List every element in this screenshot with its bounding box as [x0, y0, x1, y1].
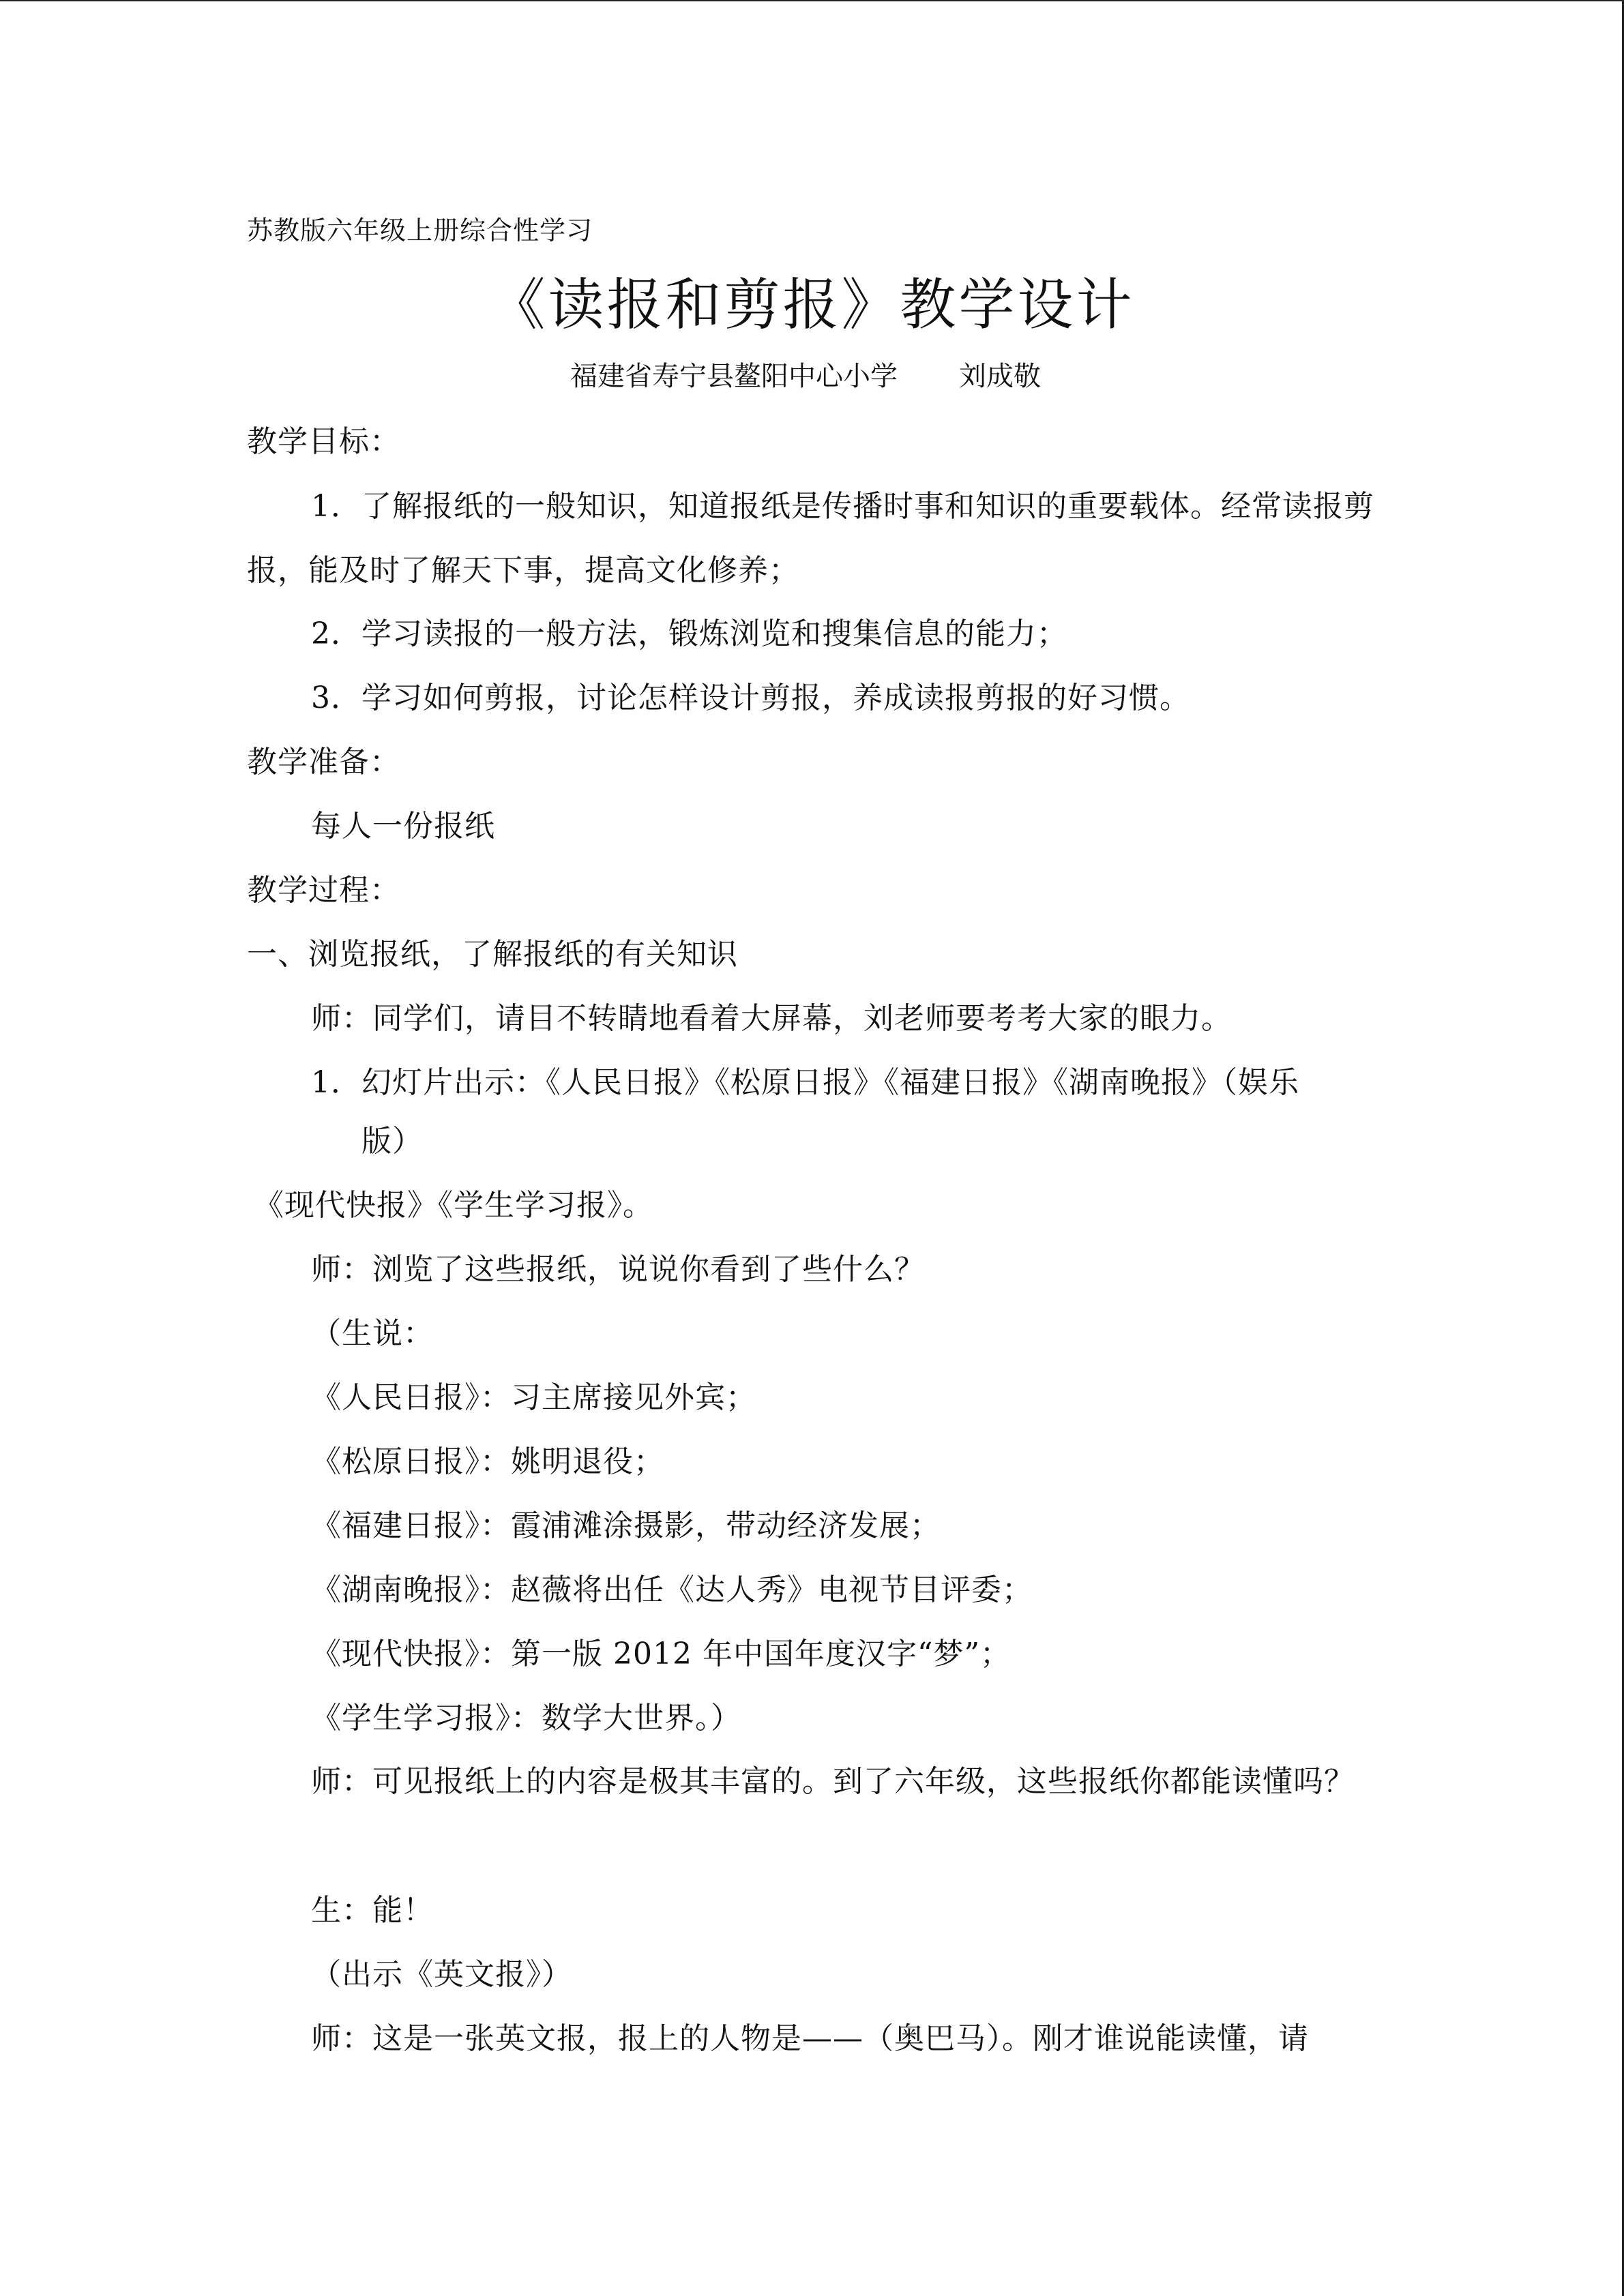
student-item: 《学生学习报》：数学大世界。）	[311, 1701, 741, 1735]
student-answer: 生：能！	[311, 1893, 434, 1928]
process-heading: 教学过程：	[247, 873, 400, 908]
student-item: 《人民日报》：习主席接见外宾；	[311, 1380, 756, 1415]
objective-2: 2．学习读报的一般方法，锻炼浏览和搜集信息的能力；	[311, 616, 1067, 651]
teacher-line-2: 师：浏览了这些报纸，说说你看到了些什么？	[311, 1252, 925, 1287]
document-title: 《读报和剪报》教学设计	[489, 273, 1135, 338]
student-item: 《福建日报》：霞浦滩涂摄影，带动经济发展；	[311, 1508, 941, 1543]
objective-3: 3．学习如何剪报，讨论怎样设计剪报，养成读报剪报的好习惯。	[311, 681, 1190, 715]
teacher-line-1: 师：同学们，请目不转睛地看着大屏幕，刘老师要考考大家的眼力。	[311, 1001, 1232, 1036]
student-item: 《现代快报》：第一版 2012 年中国年度汉字“梦”；	[311, 1637, 1011, 1671]
student-item: 《松原日报》：姚明退役；	[311, 1444, 664, 1479]
author-line	[570, 359, 1041, 394]
objectives-heading: 教学目标：	[247, 424, 400, 459]
teacher-line-3: 师：可见报纸上的内容是极其丰富的。到了六年级，这些报纸你都能读懂吗？	[311, 1764, 1355, 1799]
slide-line-3: 《现代快报》《学生学习报》。	[254, 1188, 653, 1223]
objective-1: 1．了解报纸的一般知识，知道报纸是传播时事和知识的重要载体。经常读报剪报，能及时了解天下事，提高文化修养；	[247, 489, 1374, 588]
author-name: 刘成敬	[959, 361, 1041, 392]
school-name: 福建省寿宁县鳌阳中心小学	[570, 361, 898, 392]
student-item: 《湖南晚报》：赵薇将出任《达人秀》电视节目评委；	[311, 1572, 1033, 1607]
teacher-line-4: 师：这是一张英文报，报上的人物是——（奥巴马）。刚才谁说能读懂，请	[311, 2021, 1309, 2056]
slide-line-2: 版）	[361, 1124, 423, 1159]
page-top-border	[0, 0, 1622, 1]
step-1-heading: 一、浏览报纸，了解报纸的有关知识	[247, 937, 738, 972]
preparation-item: 每人一份报纸	[311, 809, 495, 844]
preparation-heading: 教学准备：	[247, 745, 400, 779]
show-english-paper: （出示《英文报》）	[311, 1957, 572, 1992]
student-intro: （生说：	[311, 1316, 434, 1351]
slide-line-1: 1．幻灯片出示：《人民日报》《松原日报》《福建日报》《湖南晚报》（娱乐	[311, 1065, 1299, 1100]
document-subtitle: 苏教版六年级上册综合性学习	[247, 215, 593, 245]
